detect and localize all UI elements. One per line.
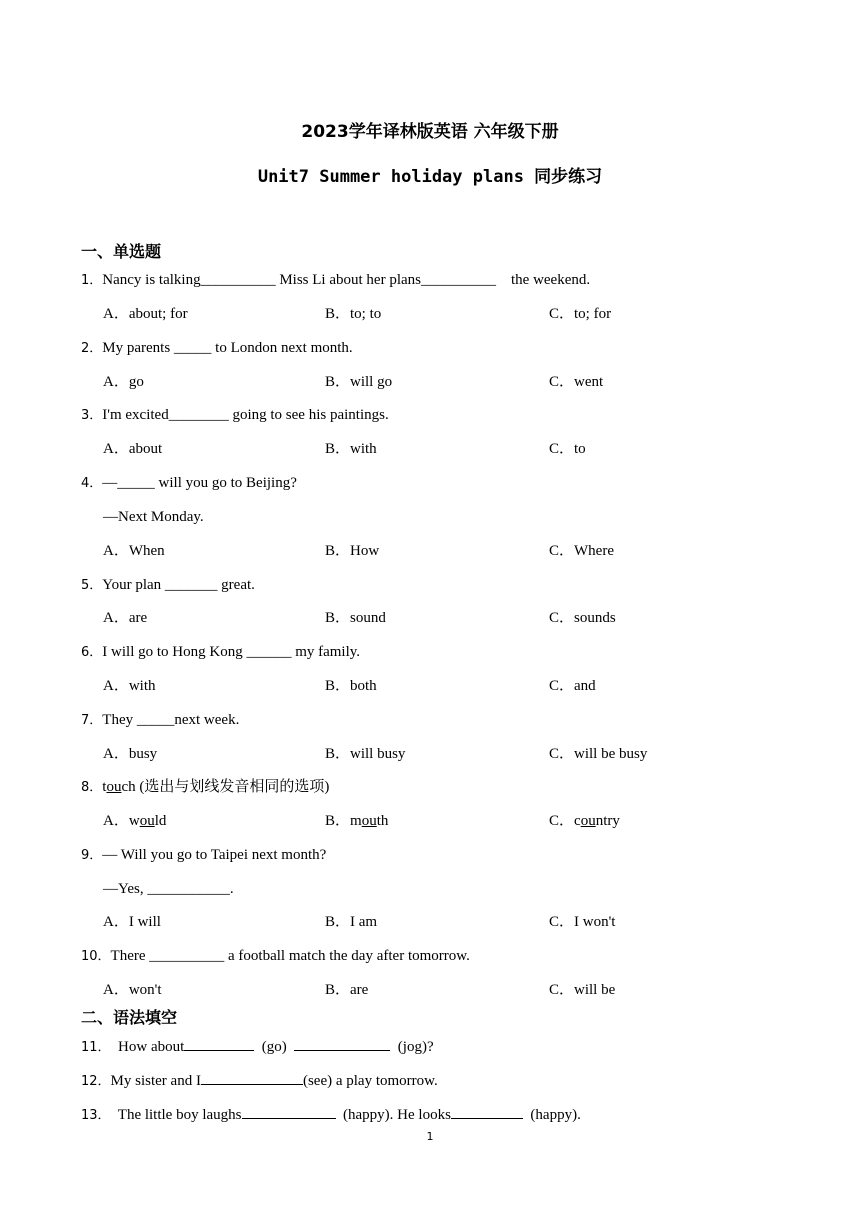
page-number: 1 — [426, 1130, 434, 1143]
question-11: 11． How about (go) (jog)? — [81, 1036, 434, 1058]
question-9-reply: —Yes, ___________. — [103, 881, 234, 897]
question-6: 6．I will go to Hong Kong ______ my family. — [81, 644, 361, 660]
option-a[interactable]: A．are — [103, 610, 148, 626]
option-b[interactable]: B．will busy — [325, 746, 406, 762]
option-c[interactable]: C．to — [549, 441, 586, 457]
blank-input[interactable] — [201, 1070, 303, 1085]
option-c[interactable]: C．went — [549, 374, 604, 390]
question-3: 3．I'm excited________ going to see his paintings. — [81, 407, 389, 423]
question-8: 8．touch (选出与划线发音相同的选项) — [81, 779, 330, 795]
option-a[interactable]: A．about; for — [103, 306, 188, 322]
option-a[interactable]: A．busy — [103, 746, 158, 762]
option-b[interactable]: B．How — [325, 543, 380, 559]
option-c[interactable]: C．to; for — [549, 306, 612, 322]
section-heading-grammar-fill: 二、语法填空 — [81, 1008, 178, 1027]
option-c[interactable]: C．I won't — [549, 914, 616, 930]
question-12: 12．My sister and I (see) a play tomorrow. — [81, 1070, 438, 1092]
page-title: 2023学年译林版英语 六年级下册 — [301, 122, 559, 142]
question-13: 13． The little boy laughs (happy). He looks (happy). — [81, 1104, 581, 1126]
option-b[interactable]: B．mouth — [325, 813, 389, 829]
option-b[interactable]: B．are — [325, 982, 369, 998]
option-c[interactable]: C．will be — [549, 982, 616, 998]
option-c[interactable]: C．and — [549, 678, 596, 694]
question-5: 5．Your plan _______ great. — [81, 577, 255, 593]
option-a[interactable]: A．When — [103, 543, 165, 559]
option-c[interactable]: C．country — [549, 813, 620, 829]
page-subtitle: Unit7 Summer holiday plans 同步练习 — [257, 167, 603, 187]
blank-input[interactable] — [242, 1104, 336, 1119]
blank-input[interactable] — [294, 1036, 390, 1051]
option-a[interactable]: A．about — [103, 441, 163, 457]
option-b[interactable]: B．I am — [325, 914, 378, 930]
option-a[interactable]: A．go — [103, 374, 144, 390]
question-4: 4．—_____ will you go to Beijing? — [81, 475, 297, 491]
blank-input[interactable] — [451, 1104, 523, 1119]
option-b[interactable]: B．will go — [325, 374, 393, 390]
option-a[interactable]: A．won't — [103, 982, 162, 998]
question-10: 10．There __________ a football match the day after tomorrow. — [81, 948, 470, 964]
question-1: 1．Nancy is talking__________ Miss Li about her plans__________ the weekend. — [81, 272, 591, 288]
option-c[interactable]: C．will be busy — [549, 746, 648, 762]
section-heading-single-choice: 一、单选题 — [81, 242, 162, 261]
question-7: 7．They _____next week. — [81, 712, 240, 728]
option-c[interactable]: C．Where — [549, 543, 614, 559]
blank-input[interactable] — [184, 1036, 254, 1051]
question-4-reply: —Next Monday. — [103, 509, 204, 525]
option-b[interactable]: B．both — [325, 678, 377, 694]
option-a[interactable]: A．with — [103, 678, 156, 694]
option-b[interactable]: B．to; to — [325, 306, 382, 322]
option-a[interactable]: A．I will — [103, 914, 161, 930]
option-b[interactable]: B．sound — [325, 610, 386, 626]
question-2: 2．My parents _____ to London next month. — [81, 340, 353, 356]
option-a[interactable]: A．would — [103, 813, 167, 829]
question-9: 9．— Will you go to Taipei next month? — [81, 847, 327, 863]
option-c[interactable]: C．sounds — [549, 610, 616, 626]
option-b[interactable]: B．with — [325, 441, 377, 457]
underlined-letters: ou — [106, 779, 122, 795]
